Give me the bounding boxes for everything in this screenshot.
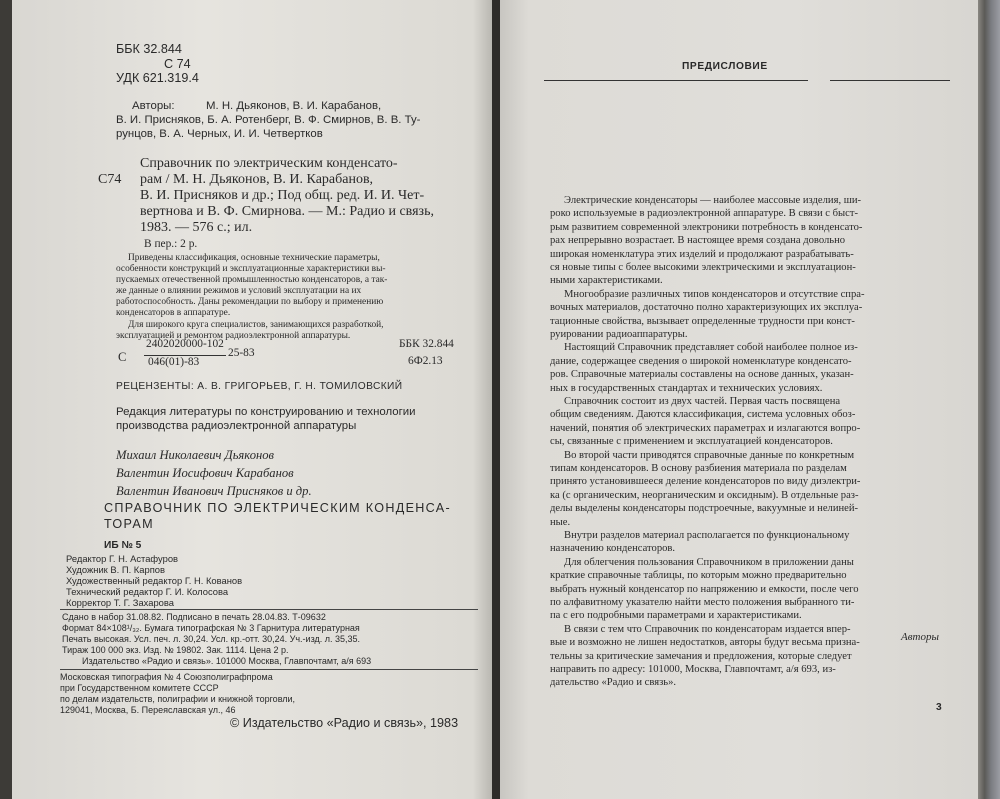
annotation-4: же данные о влиянии режимов и условий эксплуатации на их xyxy=(116,286,362,296)
formula-c: С xyxy=(118,350,127,364)
preface-line: краткие справочные таблицы, по которым можно предварительно xyxy=(550,570,847,582)
preface-line: принято установившееся деление конденсаторов по виду диэлектри- xyxy=(550,476,861,488)
formula-numerator: 2402020000-102 xyxy=(146,338,224,350)
preface-line: Для облегчения пользования Справочником в приложении даны xyxy=(564,556,854,568)
preface-line: рым развитием современной электроники потребность в конденсато- xyxy=(550,221,863,233)
preface-line: роко используемые в радиоэлектронной аппаратуре. В связи с быст- xyxy=(550,208,859,220)
preface-line: руировании радиоаппаратуры. xyxy=(550,329,688,340)
imprint-4: Тираж 100 000 экз. Изд. № 19802. Зак. 1114. Цена 2 р. xyxy=(62,645,289,655)
preface-line: ные. xyxy=(550,516,571,528)
left-page xyxy=(12,0,492,799)
annotation-6: конденсаторов в аппаратуре. xyxy=(116,308,231,318)
formula-right: 25-83 xyxy=(228,347,255,359)
annotation-3: пускаемых отечественной промышленностью конденсаторов, а так- xyxy=(116,275,388,285)
redaction-line-1: Редакция литературы по конструированию и технологии xyxy=(116,406,416,418)
name-2: Валентин Иосифович Карабанов xyxy=(116,466,294,480)
preface-heading: ПРЕДИСЛОВИЕ xyxy=(682,61,768,72)
name-3: Валентин Иванович Присняков и др. xyxy=(116,484,312,498)
heading-rule-right xyxy=(830,80,950,81)
bbk-code-2: ББК 32.844 xyxy=(399,338,454,350)
heading-rule-mid xyxy=(662,80,808,81)
preface-line: вочных материалов, достаточно полно характеризующих их эксплуа- xyxy=(550,302,863,314)
preface-line: ся новые типы с более высокими электрическими и эксплуатацион- xyxy=(550,262,856,273)
preface-line: общим сведениям. Даются классификация, система условных обоз- xyxy=(550,409,856,421)
preface-line: дательство «Радио и связь». xyxy=(550,677,677,689)
preface-line: Во второй части приводятся справочные данные по конкретным xyxy=(564,449,855,461)
printer-1: Московская типография № 4 Союзполиграфпрома xyxy=(60,672,273,682)
copyright: © Издательство «Радио и связь», 1983 xyxy=(230,716,459,730)
entry-mark: С74 xyxy=(98,172,122,187)
page-number: 3 xyxy=(936,702,942,713)
entry-line-5: 1983. — 576 с.; ил. xyxy=(140,220,253,235)
staff-2: Художник В. П. Карпов xyxy=(66,564,165,575)
entry-line-2: рам / М. Н. Дьяконов, В. И. Карабанов, xyxy=(140,172,374,187)
preface-line: Справочник состоит из двух частей. Первая часть посвящена xyxy=(564,396,841,407)
annotation-7: Для широкого круга специалистов, занимающихся разработкой, xyxy=(128,320,384,330)
udk-code: УДК 621.319.4 xyxy=(116,71,199,85)
preface-line: начений, понятия об электрических параметрах и излагаются вопро- xyxy=(550,422,861,434)
preface-line: па с его подробными параметрами и характеристиками. xyxy=(550,610,802,622)
preface-line: ров. Справочные материалы составлены на основе данных, указан- xyxy=(550,369,854,381)
preface-line: делы выделены конденсаторы подстроечные, вакуумные и нелиней- xyxy=(550,503,859,515)
preface-line: ными характеристиками. xyxy=(550,275,663,287)
formula-denominator: 046(01)-83 xyxy=(148,356,200,368)
ib-number: ИБ № 5 xyxy=(104,540,142,551)
preface-line: назначению конденсаторов. xyxy=(550,543,676,555)
name-1: Михаил Николаевич Дьяконов xyxy=(116,448,274,462)
title-caps-1: СПРАВОЧНИК ПО ЭЛЕКТРИЧЕСКИМ КОНДЕНСА- xyxy=(104,501,451,515)
preface-line: рах непрерывно возрастает. В настоящее время создана довольно xyxy=(550,235,846,247)
preface-line: тационные свойства, вызывает определенные трудности при конст- xyxy=(550,315,855,327)
preface-line: дание, содержащее сведения о широкой номенклатуре конденсато- xyxy=(550,355,852,367)
authors-line-2: В. И. Присняков, Б. А. Ротенберг, В. Ф. Смирнов, В. В. Ту- xyxy=(116,114,421,126)
entry-line-4: вертнова и В. Ф. Смирнова. — М.: Радио и связь, xyxy=(140,204,434,219)
preface-line: Многообразие различных типов конденсаторов и отсутствие спра- xyxy=(564,288,865,300)
right-background-edge xyxy=(978,0,1000,799)
preface-line: вые и возможно не лишен недостатков, авторы будут весьма призна- xyxy=(550,637,860,649)
preface-line: тельны за критические замечания и предложения, которые следует xyxy=(550,650,852,662)
book-spine xyxy=(492,0,500,799)
annotation-1: Приведены классификация, основные технические параметры, xyxy=(128,253,380,263)
preface-line: выбрать нужный конденсатор по напряжению и емкости, после чего xyxy=(550,583,859,595)
printer-4: 129041, Москва, Б. Переяславская ул., 46 xyxy=(60,705,236,715)
author-mark: С 74 xyxy=(164,57,191,71)
classification-code: 6Ф2.13 xyxy=(408,355,443,367)
imprint-1: Сдано в набор 31.08.82. Подписано в печать 28.04.83. Т-09632 xyxy=(62,612,326,622)
staff-3: Художественный редактор Г. Н. Кованов xyxy=(66,575,243,586)
preface-line: широкая номенклатура этих изделий и продолжают разрабатывать- xyxy=(550,248,854,260)
annotation-2: особенности конструкций и эксплуатационные характеристики вы- xyxy=(116,264,386,274)
title-caps-2: ТОРАМ xyxy=(104,517,154,531)
preface-line: Электрические конденсаторы — наиболее массовые изделия, ши- xyxy=(564,195,862,206)
annotation-5: работоспособность. Даны рекомендации по выбору и применению xyxy=(116,297,384,307)
entry-line-1: Справочник по электрическим конденсато- xyxy=(140,156,398,171)
imprint-5: Издательство «Радио и связь». 101000 Москва, Главпочтамт, а/я 693 xyxy=(82,656,372,666)
heading-rule-left xyxy=(544,80,666,81)
authors-line-3: рунцов, В. А. Черных, И. И. Четвертков xyxy=(116,128,323,140)
staff-5: Корректор Т. Г. Захарова xyxy=(66,597,174,608)
redaction-line-2: производства радиоэлектронной аппаратуры xyxy=(116,420,357,432)
imprint-rule-top xyxy=(60,609,478,610)
preface-line: по алфавитному указателю найти место положения выбранного ти- xyxy=(550,597,855,608)
preface-line: Внутри разделов материал располагается по функциональному xyxy=(564,530,850,541)
printer-2: при Государственном комитете СССР xyxy=(60,683,219,693)
price-line: В пер.: 2 р. xyxy=(144,238,198,250)
annotation-8: эксплуатацией и ремонтом радиоэлектронной аппаратуры. xyxy=(116,331,351,341)
preface-line: В связи с тем что Справочник по конденсаторам издается впер- xyxy=(564,623,851,635)
bbk-code: ББК 32.844 xyxy=(116,42,182,56)
printer-3: по делам издательств, полиграфии и книжной торговли, xyxy=(60,694,296,704)
preface-line: ка (с органическим, неорганическим и оксидным). В отдельные раз- xyxy=(550,489,859,501)
imprint-rule-bottom xyxy=(60,669,478,670)
imprint-3: Печать высокая. Усл. печ. л. 30,24. Усл. кр.-отт. 30,24. Уч.-изд. л. 35,35. xyxy=(62,634,361,644)
preface-line: Настоящий Справочник представляет собой наиболее полное из- xyxy=(564,342,858,354)
preface-line: направить по адресу: 101000, Москва, Главпочтамт, а/я 693, из- xyxy=(550,664,836,675)
staff-4: Технический редактор Г. И. Колосова xyxy=(66,586,229,597)
authors-label: Авторы: xyxy=(132,100,175,112)
preface-line: типам конденсаторов. В основу разбиения материала по разделам xyxy=(550,463,847,474)
preface-line: ных в государственных стандартах и технических условиях. xyxy=(550,382,823,394)
preface-line: сы, связанные с применением и эксплуатацией конденсаторов. xyxy=(550,436,833,448)
authors-line-1: М. Н. Дьяконов, В. И. Карабанов, xyxy=(206,100,382,112)
preface-signature: Авторы xyxy=(901,631,939,643)
reviewers: РЕЦЕНЗЕНТЫ: А. В. ГРИГОРЬЕВ, Г. Н. ТОМИЛОВСКИЙ xyxy=(116,381,403,392)
imprint-2: Формат 84×108¹/₃₂. Бумага типографская № 3 Гарнитура литературная xyxy=(62,623,360,633)
staff-1: Редактор Г. Н. Астафуров xyxy=(66,553,179,564)
right-page xyxy=(500,0,978,799)
entry-line-3: В. И. Присняков и др.; Под общ. ред. И. И. Чет- xyxy=(140,188,425,203)
